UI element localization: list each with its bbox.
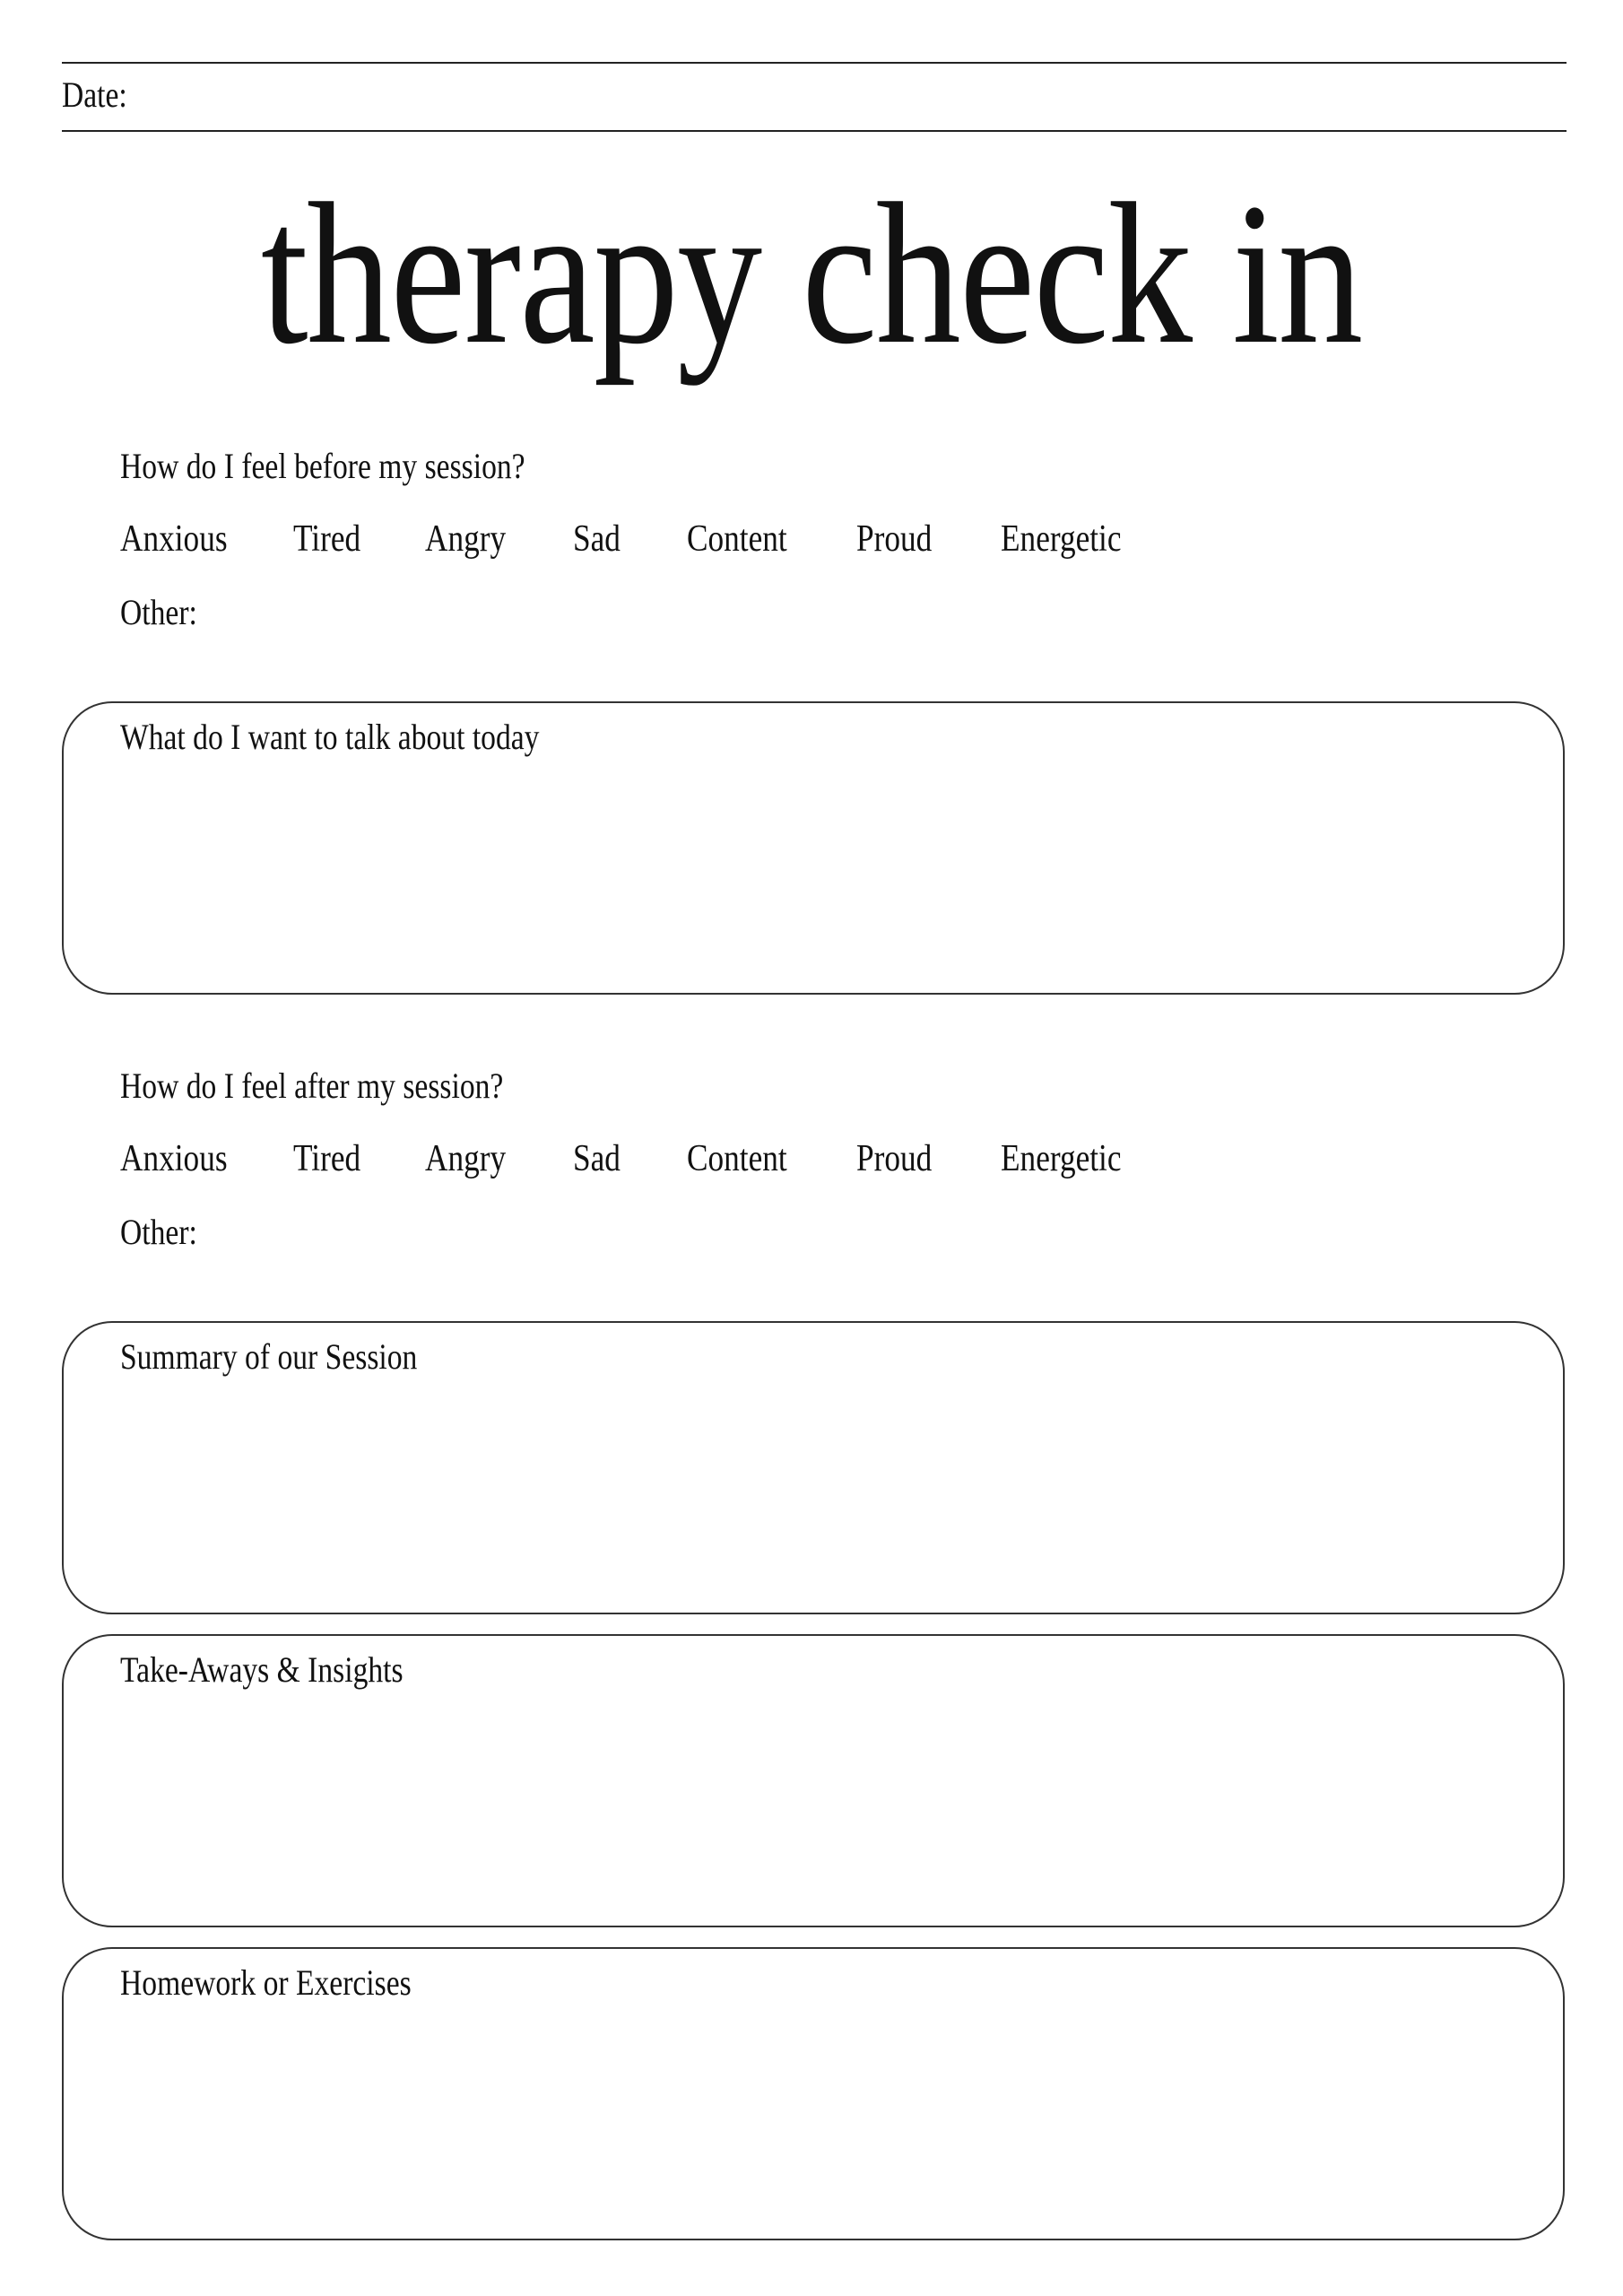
- date-label: Date:: [62, 74, 127, 115]
- summary-box[interactable]: [62, 1321, 1565, 1614]
- after-mood-sad[interactable]: Sad: [573, 1138, 621, 1179]
- homework-label: Homework or Exercises: [120, 1962, 412, 2003]
- after-mood-anxious[interactable]: Anxious: [120, 1138, 228, 1179]
- before-mood-tired[interactable]: Tired: [293, 518, 361, 560]
- talk-about-box[interactable]: [62, 701, 1565, 995]
- page-title-text: therapy check in: [261, 161, 1362, 386]
- before-mood-energetic[interactable]: Energetic: [1001, 518, 1122, 560]
- after-mood-tired[interactable]: Tired: [293, 1138, 361, 1179]
- summary-label: Summary of our Session: [120, 1336, 418, 1377]
- after-mood-content[interactable]: Content: [687, 1138, 787, 1179]
- before-session-question: How do I feel before my session?: [120, 446, 525, 486]
- before-other-label: Other:: [120, 592, 197, 632]
- after-mood-angry[interactable]: Angry: [425, 1138, 507, 1179]
- before-mood-content[interactable]: Content: [687, 518, 787, 560]
- top-rule: [62, 62, 1567, 64]
- after-session-question: How do I feel after my session?: [120, 1065, 504, 1106]
- before-mood-proud[interactable]: Proud: [856, 518, 933, 560]
- after-mood-energetic[interactable]: Energetic: [1001, 1138, 1122, 1179]
- after-mood-proud[interactable]: Proud: [856, 1138, 933, 1179]
- talk-about-label: What do I want to talk about today: [120, 717, 540, 757]
- before-mood-angry[interactable]: Angry: [425, 518, 507, 560]
- after-other-label: Other:: [120, 1212, 197, 1252]
- takeaways-label: Take-Aways & Insights: [120, 1649, 404, 1690]
- page-title: [0, 161, 1623, 386]
- before-mood-sad[interactable]: Sad: [573, 518, 621, 560]
- date-underline[interactable]: [62, 130, 1567, 132]
- before-mood-anxious[interactable]: Anxious: [120, 518, 228, 560]
- takeaways-box[interactable]: [62, 1634, 1565, 1927]
- homework-box[interactable]: [62, 1947, 1565, 2240]
